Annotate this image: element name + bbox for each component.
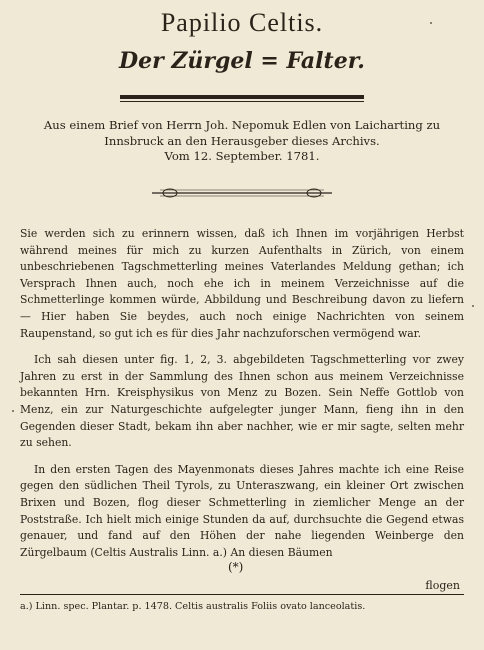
title-rule-thin: [120, 101, 364, 102]
source-line: Aus einem Brief von Herrn Joh. Nepomuk Edlen von Laicharting zu Innsbruck an den Herausgeber dieses Archivs.: [43, 118, 441, 148]
footnote-rule: [20, 594, 464, 595]
paper-speck: [12, 410, 14, 412]
title-rule: [120, 95, 364, 99]
catchword: flogen: [425, 579, 460, 592]
source-date: Vom 12. September. 1781.: [164, 149, 320, 163]
page-title: Papilio Celtis.: [160, 8, 324, 37]
paper-speck: [472, 305, 474, 307]
source-note: [30, 118, 454, 165]
page-subtitle: Der Zürgel = Falter.: [119, 48, 365, 74]
paragraph-2: Ich sah diesen unter fig. 1, 2, 3. abgebildeten Tagschmetterling vor zwey Jahren zu erst in der Sammlung des Ihnen schon aus meinem Verzeichnisse bekannten Hrn. Kreisphysikus von Menz zu Bozen. Sein Neffe Gottlob von Menz, ein zur Naturgeschichte aufgelegter junger Mann, fieng ihn in den Gegenden dieser Stadt, bekam ihn aber nachher, wie er mir sagte, selten mehr zu sehen.: [20, 353, 464, 450]
paper-speck: [430, 22, 432, 24]
signature-mark: (*): [228, 560, 244, 574]
body-text: [20, 226, 464, 571]
paragraph-3: In den ersten Tagen des Mayenmonats dieses Jahres machte ich eine Reise gegen den südlichen Theil Tyrols, zu Unteraszwang, ein kleiner Ort zwischen Brixen und Bozen, flog dieser Schmetterling in ziemlicher Menge an der Poststraße. Ich hielt mich einige Stunden da auf, durchsuchte die Gegend etwas genauer, und fand auf den Höhen der nahe liegenden Weinberge den Zürgelbaum (Celtis Australis Linn. a.) An diesen Bäumen: [20, 462, 464, 559]
ornament-divider-icon: [150, 186, 334, 200]
paragraph-1: Sie werden sich zu erinnern wissen, daß ich Ihnen im vorjährigen Herbst während meines für mich zu kurzen Aufenthalts in Zürich, von einem unbeschriebenen Tagschmetterling meines Vaterlandes Meldung gethan; ich Versprach Ihnen auch, noch ehe ich in meinem Verzeichnisse auf die Schmetterlinge kommen würde, Abbildung und Beschreibung davon zu liefern — Hier haben Sie beydes, auch noch einige Nachrichten von seinem Raupenstand, so gut ich es für dies Jahr nachzuforschen vermögend war.: [20, 227, 464, 340]
footnote: a.) Linn. spec. Plantar. p. 1478. Celtis australis Foliis ovato lanceolatis.: [20, 601, 366, 612]
